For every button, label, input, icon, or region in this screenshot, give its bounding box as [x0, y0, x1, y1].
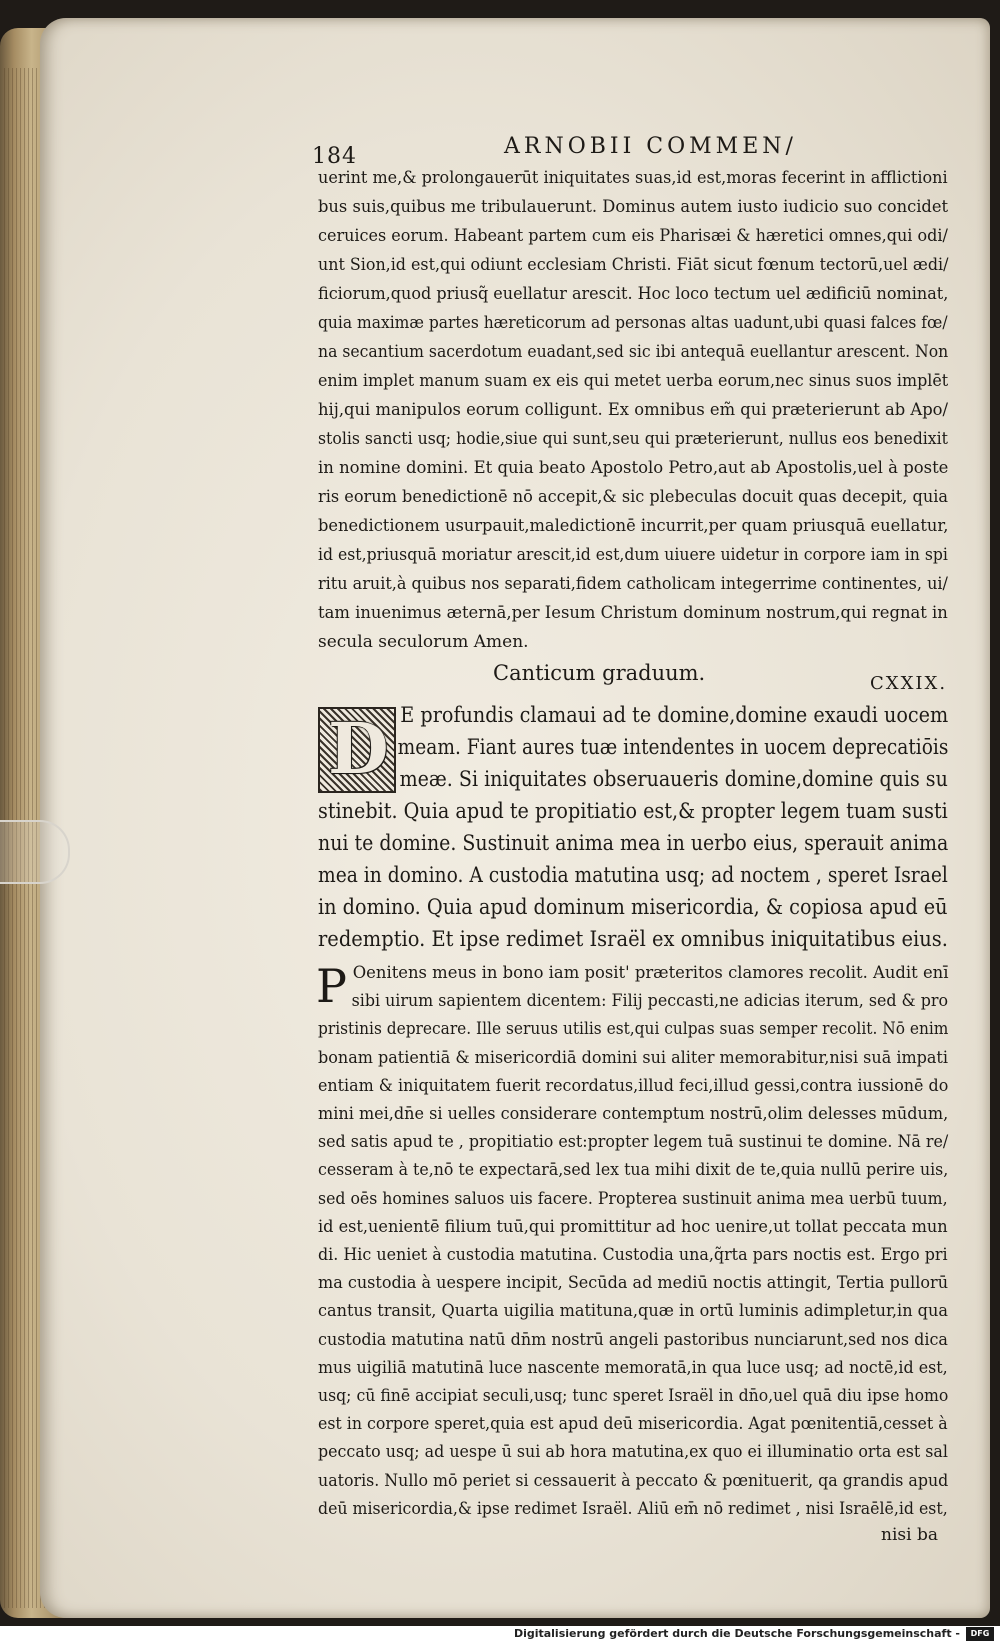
text-line: Oenitens meus in bono iam posit' præteritos clamores recolit. Audit enī [352, 963, 949, 983]
text-block [312, 130, 949, 1553]
commentary-initial: P [316, 959, 347, 1013]
dfg-logo-icon: DFG [966, 1627, 994, 1641]
psalm-line: meam. Fiant aures tuæ intendentes in uocem deprecatiōis [397, 735, 949, 759]
paper-clip-icon [0, 820, 70, 884]
catchword: nisi ba [881, 1525, 938, 1546]
funding-notice: Digitalisierung gefördert durch die Deutsche Forschungsgemeinschaft - [513, 1627, 960, 1640]
page-header [312, 130, 948, 169]
folio-number: 184 [312, 144, 357, 169]
running-head: ARNOBII COMMEN/ [504, 134, 797, 159]
psalm-title: Canticum graduum. [493, 661, 706, 685]
initial-letter: D [328, 707, 389, 790]
commentary-section-2: P Oenitens meus in bono iam posit' præteritos clamores recolit. Audit enī sibi uirum sapientem dicentem: Filij peccasti,ne adicias iterum, sed & pro pristinis deprecare. Ille seruus utilis est,qui culpas suas semper recolit. Nō enim bonam patientiā & misericordiā domini sui aliter memorabitur,nisi suā impati entiam & iniquitatem fuerit recordatus,illud feci,illud gessi,contra iussionē do mini mei,dn̄e si uelles considerare contemptum nostrū,olim delesses mūdum, sed satis apud te , propitiatio est:propter legem tuā sustinui te domine. Nā re/ cesseram à te,nō te expectarā,sed lex tua mihi dixit de te,quia nullū perire uis, sed oēs homines saluos uis facere. Propterea sustinuit anima mea uerbū tuum, id est,uenientē filium tuū,qui promittitur ad hoc uenire,ut tollat peccata mun di. Hic ueniet à custodia matutina. Custodia una,q̃rta pars noctis est. Ergo pri ma custodia à uespere incipit, Secūda ad mediū noctis attingit, Tertia pullorū cantus transit, Quarta uigilia matituna,quæ in ortū luminis adimpletur,in qua custodia matutina natū dn̄m nostrū angeli pastoribus nunciarunt,sed nos dica mus uigiliā matutinā luce nascente memoratā,in qua luce usq; ad noctē,id est, usq; cū finē accipiat seculi,usq; tunc speret Israël in dn̄o,uel quā diu ipse homo est in corpore speret,quia est apud deū misericordia. Agat pœnitentiā,cesset à peccato usq; ad uespe ū sui ab hora matutina,ex quo ei illuminatio orta est sal uatoris. Nullo mō periet si cessauerit à peccato & pœnituerit, qa grandis apud deū misericordia,& ipse redimet Israël. Aliū em̄ nō redimet , nisi Israēlē,id est, [316, 959, 949, 1519]
psalm-line: E profundis clamaui ad te domine,domine exaudi uocem [400, 703, 949, 727]
catchword-row [318, 1523, 948, 1553]
psalm-text: D E profundis clamaui ad te domine,domine exaudi uocem meam. Fiant aures tuæ intendentes in uocem deprecatiōis meæ. Si iniquitates obseruaueris domine,domine quis su stinebit. Quia apud te propitiatio est,& propter legem tuam susti nui te domine. Sustinuit anima mea in uerbo eius, sperauit anima mea in domino. A custodia matutina usq; ad noctem , speret Israel in domino. Quia apud dominum misericordia, & copiosa apud eū redemptio. Et ipse redimet Israël ex omnibus iniquitatibus eius. [318, 699, 948, 955]
commentary-section-1: uerint me,& prolongauerūt iniquitates suas,id est,moras fecerint in afflictioni bus suis,quibus me tribulauerunt. Dominus autem iusto iudicio suo concidet ceruices eorum. Habeant partem cum eis Pharisæi & hæretici omnes,qui odi/ unt Sion,id est,qui odiunt ecclesiam Christi. Fiāt sicut fœnum tectorū,uel ædi/ ficiorum,quod priusq̃ euellatur arescit. Hoc loco tectum uel ædificiū nominat, quia maximæ partes hæreticorum ad personas altas uadunt,ubi quasi falces fœ/ na secantium sacerdotum euadant,sed sic ibi antequā euellantur arescent. Non enim implet manum suam ex eis qui metet uerba eorum,nec sinus suos implēt hij,qui manipulos eorum colligunt. Ex omnibus em̃ qui præterierunt ab Apo/ stolis sancti usq; hodie,siue qui sunt,seu qui præterierunt, nullus eos benedixit in nomine domini. Et quia beato Apostolo Petro,aut ab Apostolis,uel à poste ris eorum benedictionē nō accepit,& sic plebeculas docuit quas decepit, quia benedictionem usurpauit,maledictionē incurrit,per quam priusquā euellatur, id est,priusquā moriatur arescit,id est,dum uiuere uidetur in corpore iam in spi ritu aruit,à quibus nos separati,fidem catholicam integerrime continentes, ui/ tam inuenimus æternā,per Iesum Christum dominum nostrum,qui regnat in secula seculorum Amen. [318, 168, 949, 652]
digitization-footer [0, 1626, 1000, 1643]
psalm-heading [318, 659, 948, 695]
psalm-number: CXXIX. [870, 673, 948, 694]
psalm-line: meæ. Si iniquitates obseruaueris domine,domine quis su [399, 767, 948, 791]
text-line: sibi uirum sapientem dicentem: Filij peccasti,ne adicias iterum, sed & pro [351, 991, 949, 1012]
